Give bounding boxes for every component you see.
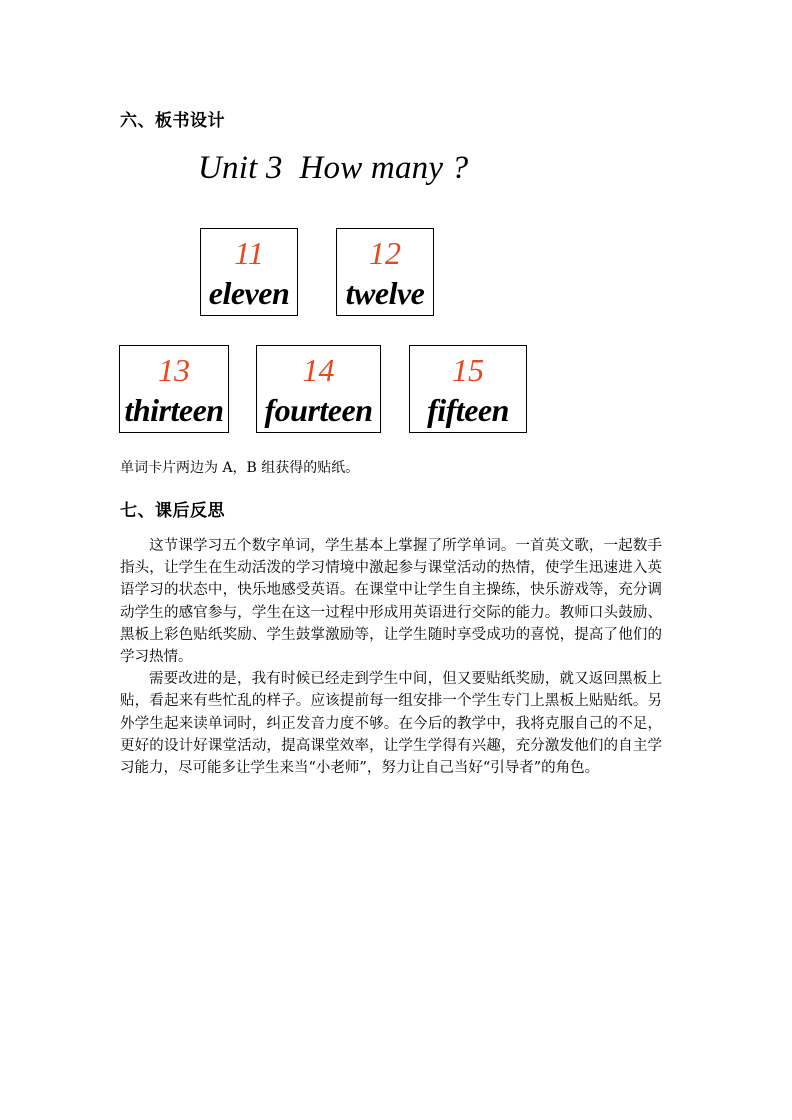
word-card-fourteen — [256, 345, 381, 433]
card-number: 12 — [369, 235, 401, 271]
reflection-paragraph: 这节课学习五个数字单词，学生基本上掌握了所学单词。一首英文歌，一起数手指头，让学生在生动活泼的学习情境中激起参与课堂活动的热情，使学生迅速进入英语学习的状态中，快乐地感受英语。在课堂中让学生自主操练，快乐游戏等，充分调动学生的感官参与，学生在这一过程中形成用英语进行交际的能力。教师口头鼓励、黑板上彩色贴纸奖励、学生鼓掌激励等，让学生随时享受成功的喜悦，提高了他们的学习热情。 — [120, 538, 662, 666]
section-6-heading: 六、板书设计 — [120, 111, 225, 131]
card-word: twelve — [345, 275, 425, 311]
reflection-paragraph: 需要改进的是，我有时候已经走到学生中间，但又要贴纸奖励，就又返回黑板上贴，看起来有些忙乱的样子。应该提前每一组安排一个学生专门上黑板上贴贴纸。另外学生起来读单词时，纠正发音力度不够。在今后的教学中，我将克服自己的不足，更好的设计好课堂活动，提高课堂效率，让学生学得有兴趣，充分激发他们的自主学习能力，尽可能多让学生来当“小老师”，努力让自己当好“引导者”的角色。 — [120, 671, 662, 777]
card-number: 13 — [158, 352, 190, 388]
word-card-fifteen — [409, 345, 527, 433]
card-number: 14 — [302, 352, 335, 388]
reflection-body — [120, 535, 662, 779]
card-word: fourteen — [264, 392, 373, 428]
card-word: fifteen — [427, 392, 509, 428]
card-note: 单词卡片两边为 A，B 组获得的贴纸。 — [120, 460, 360, 476]
card-number: 11 — [234, 235, 264, 271]
word-card-twelve — [336, 228, 434, 316]
card-number: 15 — [452, 352, 484, 388]
word-card-thirteen — [119, 345, 229, 433]
board-unit-title: Unit 3 How many ? — [198, 150, 469, 186]
card-word: eleven — [208, 275, 290, 311]
card-word: thirteen — [124, 392, 224, 428]
word-card-eleven — [200, 228, 298, 316]
section-7-heading: 七、课后反思 — [120, 501, 225, 521]
